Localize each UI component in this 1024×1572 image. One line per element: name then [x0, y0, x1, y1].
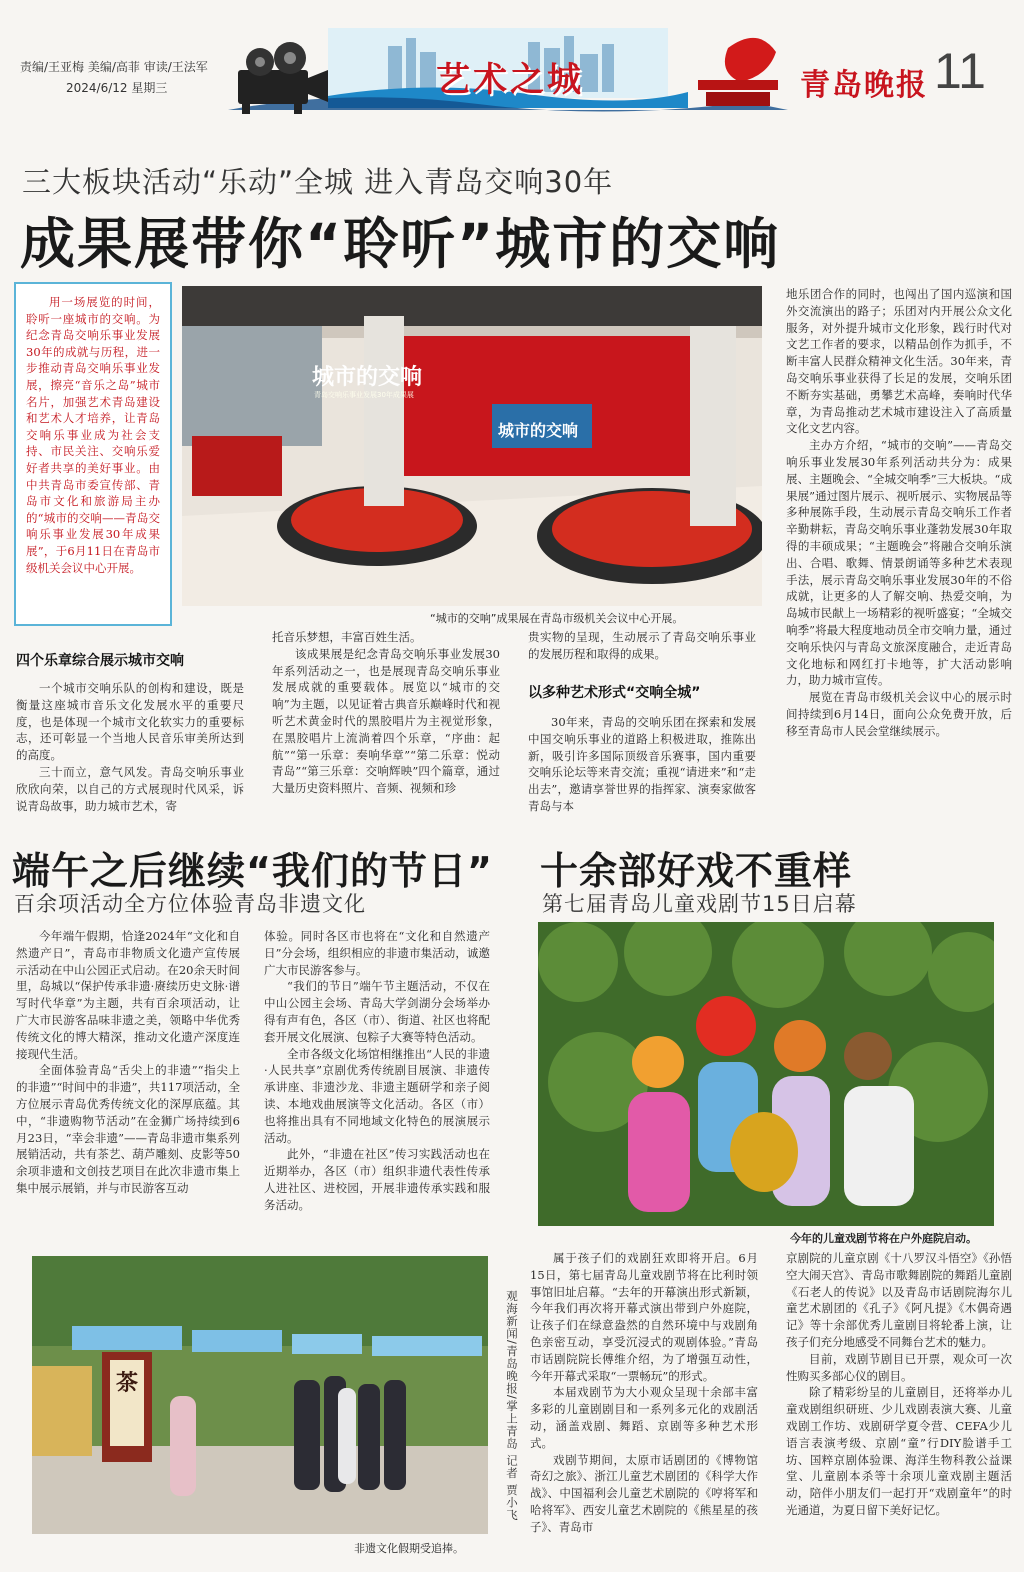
story1-lead: 用一场展览的时间，聆听一座城市的交响。为纪念青岛交响乐事业发展30年的成就与历程，进一步推动青岛交响乐事业发展，擦亮“音乐之岛”城市名片，加强艺术青岛建设和艺术人才培养，让青岛交响乐事业成为社会支持、市民关注、交响乐爱好者共享的美好事业。由中共青岛市委宣传部、青岛市文化和旅游局主办的“城市的交响——青岛交响乐事业发展30年成果展”，于6月11日在青岛市级机关会议中心开展。 [14, 282, 172, 626]
exhibit-screen-text: 城市的交响 [498, 421, 579, 440]
paragraph: 目前，戏剧节剧目已开票，观众可一次性购买多部心仪的剧目。 [786, 1351, 1012, 1383]
story1-column-1 [16, 680, 244, 820]
exhibit-banner-subtitle: 青岛交响乐事业发展30年成果展 [314, 391, 414, 399]
story3-column-1 [530, 1250, 758, 1562]
tea-sign: 茶 [116, 1370, 139, 1396]
paragraph: 全面体验青岛“舌尖上的非遗”“指尖上的非遗”“时间中的非遗”，共117项活动，全方位展示青岛优秀传统文化的深厚底蕴。其中，“非遗购物节活动”在金狮广场持续到6月23日，“幸会非遗”——青岛非遗市集系列展销活动，共有茶艺、葫芦雕刻、皮影等50余项非遗和文创技艺项目在此次非遗市集上集中展示展销，并与市民游客互动 [16, 1063, 240, 1195]
paragraph: 一个城市交响乐队的创构和建设，既是衡量这座城市音乐文化发展水平的重要尺度，也是体现一个城市文化软实力的重要标志，还可彰显一个当地人民音乐审美所达到的高度。 [16, 681, 244, 763]
story2-column-2 [264, 928, 490, 1240]
story3-photo-caption: 今年的儿童戏剧节将在户外庭院启动。 [790, 1232, 977, 1245]
paragraph: 托音乐梦想，丰富百姓生活。 [272, 630, 422, 644]
childrens-theatre-photo [538, 922, 994, 1226]
story3-column-2 [786, 1250, 1012, 1562]
exhibit-banner-title: 城市的交响 [312, 364, 423, 390]
editor-credits: 责编/王亚梅 美编/高菲 审读/王法军 [20, 60, 208, 74]
page-number: 11 [934, 43, 986, 99]
story2-photo-caption: 非遗文化假期受追捧。 [354, 1542, 464, 1555]
story2-column-1 [16, 928, 240, 1240]
paragraph: 主办方介绍，“城市的交响”——青岛交响乐事业发展30年系列活动共分为：成果展、主题晚会、“全城交响季”三大板块。“成果展”通过图片展示、视听展示、实物展品等多种展陈手段，生动展示青岛交响乐工作者辛勤耕耘，青岛交响乐事业蓬勃发展30年取得的丰硕成果；“主题晚会”将融合交响乐演出、合唱、歌舞、情景朗诵等多种艺术表现手法，展示青岛交响乐事业发展30年的不俗成就，让更多的人了解交响、热爱交响，为岛城市民献上一场精彩的视听盛宴；“全城交响季”将最大程度地动员全市交响力量，通过交响乐快闪与青岛文旅深度融合，走近青岛文化地标和网红打卡地等，扩大活动影响力，助力城市宣传。 [786, 438, 1012, 688]
paragraph: 展览在青岛市级机关会议中心的展示时间持续到6月14日，面向公众免费开放，后移至青岛市人民会堂继续展示。 [786, 690, 1012, 738]
story3-subhead: 第七届青岛儿童戏剧节15日启幕 [542, 892, 857, 916]
paragraph: 该成果展是纪念青岛交响乐事业发展30年系列活动之一，也是展现青岛交响乐事业发展成就的重要载体。展览以“城市的交响”为主题，以见证着古典音乐巅峰时代和视听艺术黄金时代的黑胶唱片为主视觉形象，在黑胶唱片上流淌着四个乐章，“序曲：起航”“第一乐章：奏响华章”“第二乐章：悦动青岛”“第三乐章：交响辉映”四个篇章，通过大量历史资料照片、音频、视频和珍 [272, 646, 500, 796]
paragraph: 地乐团合作的同时，也闯出了国内巡演和国外交流演出的路子；乐团对内开展公众文化服务，对外提升城市文化形象，践行时代对文艺工作者的要求，以精品创作为抓手，不断丰富人民群众精神文化生活。30年来，青岛交响乐事业获得了长足的发展，交响乐团不断夯实基础，勇攀艺术高峰，奏响时代华章，为青岛推动艺术城市建设注入了高质量文化文艺内容。 [786, 287, 1012, 436]
section-title: 艺术之城 [436, 60, 584, 100]
story1-column-3a [528, 629, 756, 667]
may-fourth-sculpture-icon [698, 38, 778, 106]
paragraph: 体验。同时各区市也将在“文化和自然遗产日”分会场，组织相应的非遗市集活动，诚邀广大市民游客参与。 [264, 929, 490, 977]
story1-headline: 成果展带你“聆听”城市的交响 [20, 212, 781, 276]
story1-subhead-2: 以多种艺术形式“交响全城” [528, 685, 701, 701]
story1-photo-caption: “城市的交响”成果展在青岛市级机关会议中心开展。 [430, 612, 684, 625]
paragraph: “我们的节日”端午节主题活动，不仅在中山公园主会场、青岛大学剑湖分会场举办得有声有色，各区（市）、街道、社区也将配套开展文化展演、包粽子大赛等特色活动。 [264, 979, 490, 1044]
paragraph: 戏剧节期间，太原市话剧团的《博物馆奇幻之旅》、浙江儿童艺术剧团的《科学大作战》、中国福利会儿童艺术剧院的《哼将军和哈将军》、西安儿童艺术剧院的《熊星星的孩子》、青岛市 [530, 1452, 758, 1534]
paragraph: 属于孩子们的戏剧狂欢即将开启。6月15日，第七届青岛儿童戏剧节将在比利时领事馆旧址启幕。“去年的开幕演出形式新颖，今年我们再次将开幕式演出带到户外庭院，让孩子们在绿意盎然的自然环境中与戏剧角色亲密互动，享受沉浸式的观剧体验。”青岛市话剧院院长傅维介绍，为了增强互动性，今年开幕式采取“一票畅玩”的形式。 [530, 1251, 758, 1383]
newspaper-logo: 青岛晚报 [800, 68, 928, 103]
paragraph: 贵实物的呈现，生动展示了青岛交响乐事业的发展历程和取得的成果。 [528, 630, 756, 661]
paragraph: 全市各级文化场馆相继推出“人民的非遗·人民共享”京剧优秀传统剧目展演、非遗传承讲座、非遗沙龙、非遗主题研学和亲子阅读、本地戏曲展演等文化活动。各区（市）也将推出具有不同地域文化特色的展演展示活动。 [264, 1046, 490, 1145]
story1-subhead-1: 四个乐章综合展示城市交响 [16, 653, 184, 669]
paragraph: 30年来，青岛的交响乐团在探索和发展中国交响乐事业的道路上积极进取，推陈出新，吸引许多国际顶级音乐赛事，国内重要交响乐论坛等来青交流；重视“请进来”和“走出去”，邀请享誉世界的指挥家、演奏家做客青岛与本 [528, 715, 756, 813]
story2-headline: 端午之后继续“我们的节日” [12, 849, 493, 893]
paragraph: 三十而立，意气风发。青岛交响乐事业欣欣向荣，以自己的方式展现时代风采，诉说青岛故事，助力城市艺术，寄 [16, 764, 244, 813]
story1-column-3b [528, 714, 756, 820]
paragraph: 本届戏剧节为大小观众呈现十余部丰富多彩的儿童剧剧目和一系列多元化的戏剧活动，涵盖戏剧、舞蹈、京剧等多种艺术形式。 [530, 1385, 758, 1450]
story3-headline: 十余部好戏不重样 [540, 849, 853, 893]
paragraph: 京剧院的儿童京剧《十八罗汉斗悟空》《孙悟空大闹天宫》、青岛市歌舞剧院的舞蹈儿童剧《石老人的传说》以及青岛市话剧院海尔儿童艺术剧团的《孔子》《阿凡提》《木偶奇遇记》等十余部优秀儿童剧目将轮番上演，让孩子们充分地感受不同舞台艺术的魅力。 [786, 1251, 1012, 1349]
story1-column-2 [272, 629, 500, 819]
exhibition-photo [182, 286, 762, 606]
story2-subhead: 百余项活动全方位体验青岛非遗文化 [14, 892, 366, 916]
paragraph: 今年端午假期，恰逢2024年“文化和自然遗产日”，青岛市非物质文化遗产宣传展示活动在中山公园正式启动。在20余天时间里，岛城以“保护传承非遗·赓续历史文脉·谱写时代华章”为主题，共有百余项活动，让广大市民游客品味非遗之美，领略中华优秀传统文化的博大精深，推动文化遗产深度连接现代生活。 [16, 929, 240, 1061]
heritage-market-photo [32, 1256, 488, 1534]
story1-kicker: 三大板块活动“乐动”全城 进入青岛交响30年 [22, 165, 614, 199]
story2-byline: 观海新闻/青岛晚报/掌上青岛 记者 贾小飞 [505, 1290, 519, 1522]
paragraph: 除了精彩纷呈的儿童剧目，还将举办儿童戏剧组织研班、少儿戏剧表演大赛、儿童戏剧工作坊、戏剧研学夏令营、CEFA少儿语言表演考级、京剧“童”行DIY脸谱手工坊、国粹京剧体验课、海洋生物科教公益课堂、儿童剧本杀等十余项儿童戏剧主题活动，陪伴小朋友们一起打开“戏剧童年”的时光通道，为夏日留下美好记忆。 [786, 1385, 1012, 1517]
paragraph: 此外，“非遗在社区”传习实践活动也在近期举办，各区（市）组织非遗代表性传承人进社区、进校园，开展非遗传承实践和服务活动。 [264, 1147, 490, 1212]
issue-date: 2024/6/12 星期三 [66, 81, 168, 95]
story1-column-4 [786, 286, 1012, 822]
